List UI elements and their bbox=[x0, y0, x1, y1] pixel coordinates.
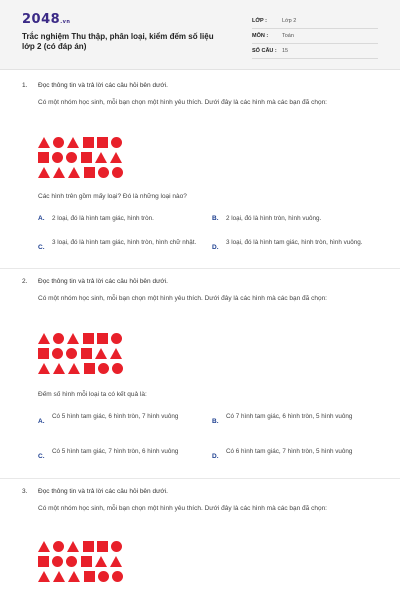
triangle-shape bbox=[95, 152, 107, 163]
square-shape bbox=[84, 363, 95, 374]
square-shape bbox=[81, 556, 92, 567]
option-letter: C. bbox=[38, 244, 45, 251]
option-text: Có 6 hình tam giác, 7 hình tròn, 5 hình vuông bbox=[226, 448, 353, 455]
question-number: 1. bbox=[22, 82, 28, 89]
option-letter: A. bbox=[38, 215, 45, 222]
circle-shape bbox=[111, 541, 122, 552]
circle-shape bbox=[66, 556, 77, 567]
circle-shape bbox=[52, 556, 63, 567]
shape-row bbox=[38, 363, 123, 374]
triangle-shape bbox=[53, 571, 65, 582]
triangle-shape bbox=[110, 348, 122, 359]
square-shape bbox=[83, 137, 94, 148]
question-intro: Có một nhóm học sinh, mỗi bạn chọn một hình yêu thích. Dưới đây là các hình mà các bạn đã chọn: bbox=[38, 505, 327, 512]
shape-row bbox=[38, 348, 123, 359]
triangle-shape bbox=[38, 541, 50, 552]
circle-shape bbox=[66, 348, 77, 359]
question-text: Các hình trên gồm mấy loại? Đó là những loại nào? bbox=[38, 193, 187, 200]
question-divider bbox=[0, 478, 400, 479]
square-shape bbox=[97, 137, 108, 148]
meta-value: 15 bbox=[282, 48, 289, 54]
document-header bbox=[0, 0, 400, 70]
document-title: Trắc nghiệm Thu thập, phân loại, kiểm đếm số liệu lớp 2 (có đáp án) bbox=[22, 32, 214, 51]
option-text: 3 loại, đó là hình tam giác, hình tròn, hình chữ nhật. bbox=[52, 239, 197, 246]
logo-suffix: .vn bbox=[60, 19, 71, 25]
square-shape bbox=[38, 152, 49, 163]
circle-shape bbox=[53, 333, 64, 344]
option-letter: A. bbox=[38, 418, 45, 425]
circle-shape bbox=[111, 333, 122, 344]
option-letter: C. bbox=[38, 453, 45, 460]
question-text: Đếm số hình mỗi loại ta có kết quả là: bbox=[38, 391, 147, 398]
shapes-figure bbox=[38, 541, 123, 587]
circle-shape bbox=[98, 571, 109, 582]
option-text: Có 7 hình tam giác, 6 hình tròn, 5 hình vuông bbox=[226, 413, 353, 420]
document-meta bbox=[252, 14, 378, 59]
circle-shape bbox=[112, 363, 123, 374]
circle-shape bbox=[111, 137, 122, 148]
square-shape bbox=[81, 348, 92, 359]
question-intro: Có một nhóm học sinh, mỗi bạn chọn một hình yêu thích. Dưới đây là các hình mà các bạn đã chọn: bbox=[38, 295, 327, 302]
triangle-shape bbox=[38, 333, 50, 344]
triangle-shape bbox=[38, 167, 50, 178]
triangle-shape bbox=[38, 363, 50, 374]
triangle-shape bbox=[53, 363, 65, 374]
shape-row bbox=[38, 556, 123, 567]
option-text: Có 5 hình tam giác, 7 hình tròn, 6 hình vuông bbox=[52, 448, 179, 455]
triangle-shape bbox=[110, 556, 122, 567]
triangle-shape bbox=[95, 348, 107, 359]
shape-row bbox=[38, 571, 123, 582]
question-divider bbox=[0, 268, 400, 269]
triangle-shape bbox=[38, 137, 50, 148]
option-text: 2 loại, đó là hình tròn, hình vuông. bbox=[226, 215, 322, 222]
question-number: 2. bbox=[22, 278, 28, 285]
meta-row-subject bbox=[252, 29, 378, 44]
square-shape bbox=[97, 541, 108, 552]
shapes-figure bbox=[38, 137, 123, 183]
triangle-shape bbox=[68, 363, 80, 374]
question-prompt-text: Đọc thông tin và trả lời các câu hỏi bên dưới. bbox=[38, 82, 168, 89]
shapes-figure bbox=[38, 333, 123, 379]
option-letter: D. bbox=[212, 244, 219, 251]
square-shape bbox=[38, 556, 49, 567]
circle-shape bbox=[52, 152, 63, 163]
shape-row bbox=[38, 167, 123, 178]
option-letter: D. bbox=[212, 453, 219, 460]
square-shape bbox=[97, 333, 108, 344]
circle-shape bbox=[98, 167, 109, 178]
circle-shape bbox=[66, 152, 77, 163]
meta-row-question-count bbox=[252, 44, 378, 59]
circle-shape bbox=[53, 137, 64, 148]
square-shape bbox=[84, 571, 95, 582]
meta-row-class bbox=[252, 14, 378, 29]
question-prompt-text: Đọc thông tin và trả lời các câu hỏi bên dưới. bbox=[38, 488, 168, 495]
meta-label: MÔN : bbox=[252, 33, 269, 39]
logo-text: 2048 bbox=[22, 12, 61, 27]
circle-shape bbox=[52, 348, 63, 359]
triangle-shape bbox=[67, 137, 79, 148]
question-intro: Có một nhóm học sinh, mỗi bạn chọn một hình yêu thích. Dưới đây là các hình mà các bạn đã chọn: bbox=[38, 99, 327, 106]
shape-row bbox=[38, 333, 123, 344]
question-prompt bbox=[22, 82, 168, 89]
triangle-shape bbox=[68, 167, 80, 178]
triangle-shape bbox=[53, 167, 65, 178]
shape-row bbox=[38, 541, 123, 552]
triangle-shape bbox=[95, 556, 107, 567]
shape-row bbox=[38, 152, 123, 163]
circle-shape bbox=[53, 541, 64, 552]
circle-shape bbox=[112, 571, 123, 582]
question-number: 3. bbox=[22, 488, 28, 495]
question-prompt-text: Đọc thông tin và trả lời các câu hỏi bên dưới. bbox=[38, 278, 168, 285]
square-shape bbox=[84, 167, 95, 178]
meta-value: Lớp 2 bbox=[282, 18, 297, 24]
circle-shape bbox=[98, 363, 109, 374]
square-shape bbox=[38, 348, 49, 359]
triangle-shape bbox=[68, 571, 80, 582]
option-letter: B. bbox=[212, 418, 219, 425]
triangle-shape bbox=[67, 333, 79, 344]
option-text: 2 loại, đó là hình tam giác, hình tròn. bbox=[52, 215, 154, 222]
square-shape bbox=[83, 333, 94, 344]
meta-label: LỚP : bbox=[252, 18, 267, 24]
square-shape bbox=[81, 152, 92, 163]
meta-label: SỐ CÂU : bbox=[252, 48, 277, 54]
option-text: 3 loại, đó là hình tam giác, hình tròn, hình vuông. bbox=[226, 239, 363, 246]
meta-value: Toán bbox=[282, 33, 294, 39]
question-prompt bbox=[22, 278, 168, 285]
question-prompt bbox=[22, 488, 168, 495]
triangle-shape bbox=[67, 541, 79, 552]
triangle-shape bbox=[38, 571, 50, 582]
triangle-shape bbox=[110, 152, 122, 163]
square-shape bbox=[83, 541, 94, 552]
option-letter: B. bbox=[212, 215, 219, 222]
option-text: Có 5 hình tam giác, 6 hình tròn, 7 hình vuông bbox=[52, 413, 179, 420]
shape-row bbox=[38, 137, 123, 148]
circle-shape bbox=[112, 167, 123, 178]
site-logo[interactable] bbox=[22, 12, 70, 27]
